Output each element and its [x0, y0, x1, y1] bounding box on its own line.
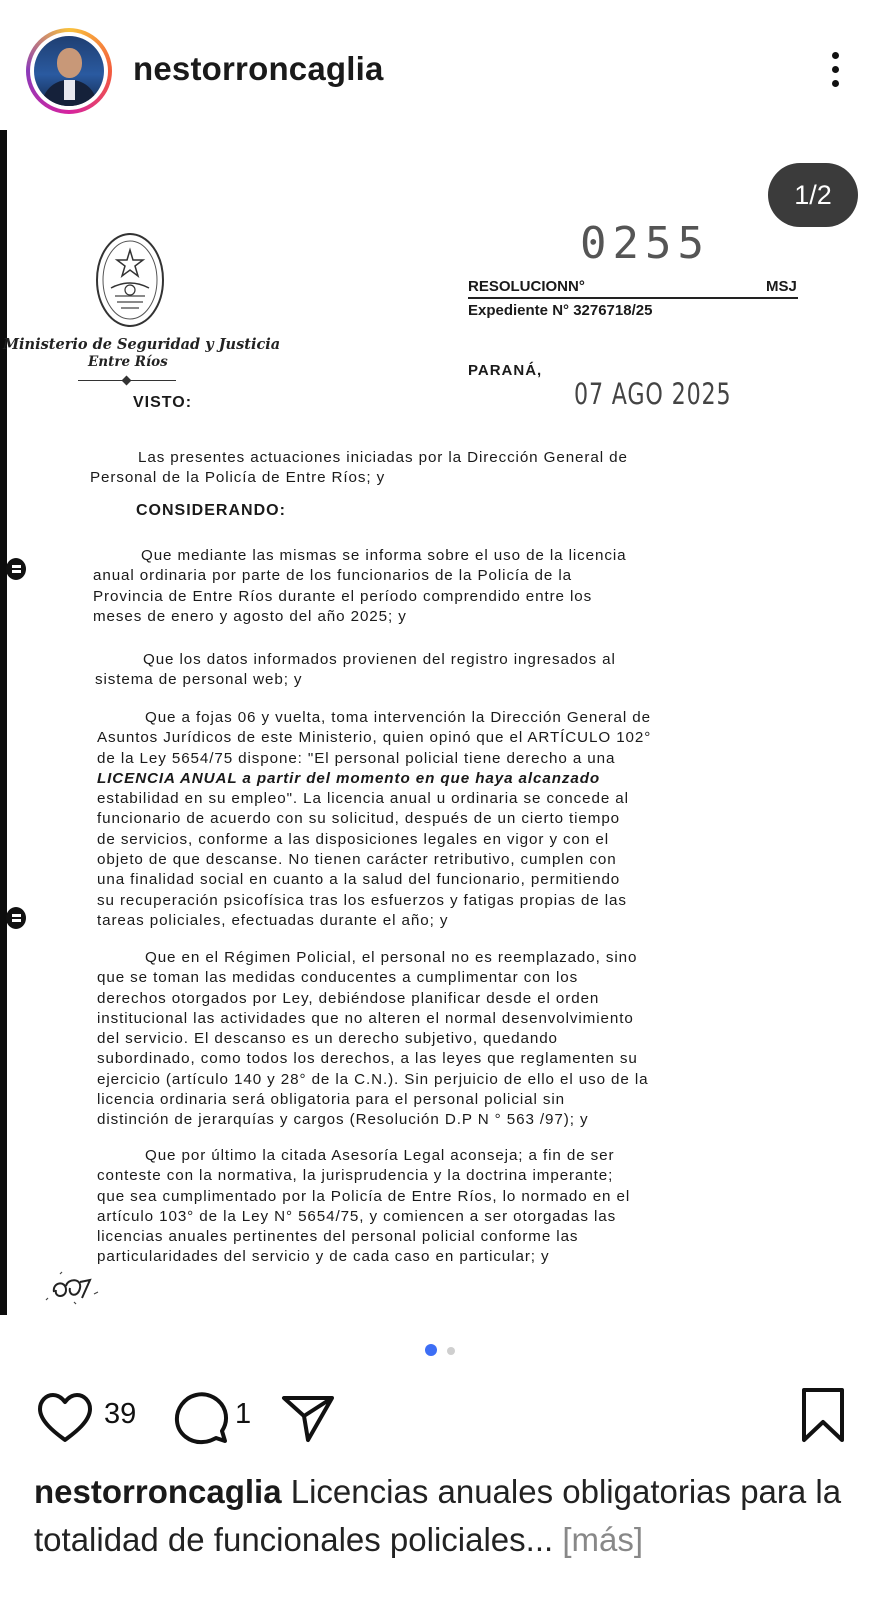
punch-hole-icon — [6, 558, 26, 580]
carousel-indicator — [425, 1344, 465, 1358]
province-name: Entre Ríos — [88, 354, 168, 370]
post-image[interactable] — [0, 130, 890, 1315]
action-bar — [0, 1380, 890, 1450]
post-header — [0, 0, 890, 130]
document-paragraph: Que por último la citada Asesoría Legal aconseja; a fin de ser conteste con la normativa, la jurisprudencia y la doctrina imperante; que sea cumplimentado por la Policía de Entre Ríos, lo normado en el artículo 103° de la Ley N° 5654/75, y comiencen a ser otorgadas las licencias anuales pertinentes del personal policial conforme las particularidades del servicio y de cada caso en particular; y — [97, 1147, 631, 1266]
share-icon[interactable] — [280, 1392, 336, 1444]
carousel-dot-active — [425, 1344, 437, 1356]
document-paragraph: Que los datos informados provienen del registro ingresados al sistema de personal web; y — [95, 651, 616, 689]
profile-photo — [34, 36, 104, 106]
comment-count[interactable]: 1 — [235, 1398, 252, 1430]
document-date: 07 AGO 2025 — [574, 377, 732, 411]
document-place: PARANÁ, — [468, 362, 543, 379]
heart-icon[interactable] — [36, 1392, 94, 1444]
comment-icon[interactable] — [172, 1390, 230, 1446]
visto-heading: VISTO: — [133, 394, 193, 411]
handwritten-initials-icon — [44, 1268, 100, 1306]
resolution-suffix: MSJ — [766, 278, 797, 295]
avatar[interactable] — [26, 28, 112, 114]
punch-hole-icon — [6, 907, 26, 929]
like-count[interactable]: 39 — [104, 1398, 137, 1430]
document-paragraph: Que mediante las mismas se informa sobre el uso de la licencia anual ordinaria por parte de los funcionarios de la Policía de la Provincia de Entre Ríos durante el período comprendido entre los meses de enero y agosto del año 2025; y — [93, 547, 627, 625]
username[interactable]: nestorroncaglia — [133, 50, 384, 87]
caption-more-link[interactable]: [más] — [562, 1521, 644, 1558]
considerando-heading: CONSIDERANDO: — [136, 502, 286, 519]
expediente: Expediente N° 3276718/25 — [468, 302, 653, 319]
more-options-icon[interactable] — [824, 48, 848, 92]
post-caption — [34, 1468, 864, 1564]
scan-edge — [0, 130, 7, 1315]
caption-text: Licencias anuales obligatorias para la totalidad de funcionales policiales... — [34, 1473, 842, 1558]
resolution-label: RESOLUCIONN° — [468, 278, 585, 295]
document-paragraph: Que en el Régimen Policial, el personal no es reemplazado, sino que se toman las medidas conducentes a cumplimentar con los derechos otorgados por Ley, debiéndose planificar desde el orden institucional las actividades que no alteren el normal desenvolvimiento del servicio. El descanso es un derecho subjetivo, quedando subordinado, como todos los derechos, a las leyes que reglamenten su ejercicio (artículo 140 y 28° de la C.N.). Sin perjuicio de ello el uso de la licencia ordinaria será obligatoria para el personal policial sin distinción de jerarquías y cargos (Resolución D.P N ° 563 /97); y — [97, 949, 649, 1129]
document-paragraph: Las presentes actuaciones iniciadas por la Dirección General de Personal de la Policía de Entre Ríos; y — [90, 449, 628, 487]
document-number: 0255 — [580, 218, 710, 269]
bookmark-icon[interactable] — [798, 1386, 848, 1444]
caption-username[interactable]: nestorroncaglia — [34, 1473, 282, 1510]
image-counter: 1/2 — [768, 163, 858, 227]
document-paragraph: Que a fojas 06 y vuelta, toma intervención la Dirección General de Asuntos Jurídicos de este Ministerio, quien opinó que el ARTÍCULO 102° de la Ley 5654/75 dispone: "El personal policial tiene derecho a una LICENCIA ANUAL a partir del momento en que haya alcanzado estabilidad en su empleo". La licencia anual u ordinaria se concede al funcionario de acuerdo con su solicitud, después de un cierto tiempo de servicios, conforme a las disposiciones legales en vigor y con el objeto de que descanse. No tienen carácter retributivo, cumplen con una finalidad social en cuanto a la salud del funcionario, permitiendo su recuperación psicofísica tras los esfuerzos y fatigas propias de las tareas policiales, efectuadas durante el año; y — [97, 709, 652, 929]
ministry-name: Ministerio de Seguridad y Justicia — [3, 336, 281, 353]
provincial-seal-icon — [93, 230, 167, 330]
carousel-dot — [447, 1347, 455, 1355]
